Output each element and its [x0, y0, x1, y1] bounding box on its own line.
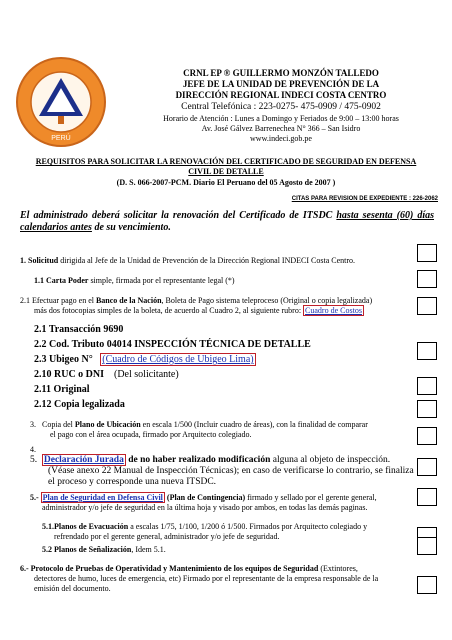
plan-seguridad-link[interactable]: Plan de Seguridad en Defensa Civil [42, 493, 163, 502]
item-declaracion-jurada: 5. Declaración Jurada de no haber realizado modificación alguna al objeto de inspección. (Véase anexo 22 Manual de Inspección Técnicas); en caso de verificarse lo contrario, se finaliza el proceso y corresponde una nueva ITSDC. [30, 455, 414, 487]
check-box-protocolo[interactable] [417, 576, 437, 594]
check-box-ubigeo[interactable] [417, 342, 437, 360]
check-box-solicitud[interactable] [417, 244, 437, 262]
declaracion-jurada-link[interactable]: Declaración Jurada [43, 455, 124, 465]
field-copia: 2.12 Copia legalizada [34, 399, 125, 410]
item-planos-evacuacion: 5.1.Planos de Evacuación a escalas 1/75, 1/100, 1/200 ó 1/500. Firmados por Arquitecto colegiado y refrendado por el gerente general, administrador y/o jefe de seguridad. [42, 522, 368, 541]
field-ubigeo: 2.3 Ubigeo N° (Cuadro de Códigos de Ubigeo Lima) [34, 354, 254, 365]
title-line1: REQUISITOS PARA SOLICITAR LA RENOVACIÓN DEL CERTIFICADO DE SEGURIDAD EN DEFENSA [35, 157, 417, 166]
cuadro-costos-link[interactable]: Cuadro de Costos [305, 306, 362, 315]
check-box-declaracion[interactable] [417, 458, 437, 476]
field-ruc-dni: 2.10 RUC o DNI (Del solicitante) [34, 369, 179, 380]
ubigeo-link[interactable]: (Cuadro de Códigos de Ubigeo Lima) [102, 354, 254, 365]
title-line2: CIVIL DE DETALLE [188, 167, 264, 176]
header-web: www.indeci.gob.pe [250, 134, 312, 143]
citas-label: CITAS PARA REVISION DE EXPEDIENTE : 226-2062 [291, 196, 438, 202]
header-hours: Horario de Atención : Lunes a Domingo y Feriados de 9:00 – 13:00 horas [163, 114, 399, 123]
check-box-pago[interactable] [417, 297, 437, 315]
item-planos-senalizacion: 5.2 Planos de Señalización, Idem 5.1. [42, 545, 166, 554]
indeci-logo [15, 56, 107, 148]
check-box-senalizacion[interactable] [417, 537, 437, 555]
item-plano-ubicacion: 3. Copia del Plano de Ubicación en escala 1/500 (Incluir cuadro de áreas), con la finalidad de comparar el pago con el área ocupada, firmado por Arquitecto colegiado. [30, 420, 368, 439]
check-box-carta-poder[interactable] [417, 270, 437, 288]
check-box-copia[interactable] [417, 400, 437, 418]
item-4-number: 4. [30, 445, 36, 454]
item-carta-poder: 1.1 Carta Poder simple, firmada por el representante legal (*) [34, 276, 235, 285]
header-address: Av. José Gálvez Barrenechea N° 366 – San Isidro [201, 124, 361, 133]
check-box-fields[interactable] [417, 377, 437, 395]
pago-fields [34, 322, 311, 412]
check-box-plano[interactable] [417, 427, 437, 445]
field-transaccion: 2.1 Transacción 9690 [34, 324, 124, 335]
header-phones: Central Telefónica : 223-0275- 475-0909 / 475-0902 [181, 102, 381, 112]
title-line3: (D. S. 066-2007-PCM. Diario El Peruano del 05 Agosto de 2007 ) [116, 178, 336, 187]
field-original: 2.11 Original [34, 384, 90, 395]
logo-bottom-text: PERÚ [51, 135, 71, 142]
item-solicitud: 1. Solicitud dirigida al Jefe de la Unidad de Prevención de la Dirección Regional INDECI Costa Centro. [20, 256, 356, 265]
field-cod-tributo: 2.2 Cod. Tributo 04014 INSPECCIÓN TÉCNICA DE DETALLE [34, 339, 311, 350]
item-pago: 2.1 Efectuar pago en el Banco de la Nación, Boleta de Pago sistema teleproceso (Original o copia legalizada) más dos fotocopias simples de la boleta, de acuerdo al Cuadro 2, al siguiente rubro: Cuadro de Costos [20, 296, 373, 315]
header-line1: CRNL EP ® GUILLERMO MONZÓN TALLEDO [183, 68, 379, 78]
intro-paragraph: El administrado deberá solicitar la renovación del Certificado de ITSDC hasta sesenta (60) días calendarios antes de su vencimiento. [20, 210, 435, 233]
check-box-plan-seguridad[interactable] [417, 488, 437, 506]
item-protocolo: 6.- Protocolo de Pruebas de Operatividad y Mantenimiento de los equipos de Seguridad (Extintores, detectores de humo, luces de emergencia, etc) Firmado por el representante de la empresa responsable de la emisión del documento. [20, 564, 379, 593]
header-line2: JEFE DE LA UNIDAD DE PREVENCIÓN DE LA [182, 79, 380, 89]
item-plan-seguridad: 5.- Plan de Seguridad en Defensa Civil (Plan de Contingencia) firmado y sellado por el gerente general, administrador y/o jefe de seguridad en la última hoja y visado por ambos, en todas las demás paginas. [30, 493, 377, 512]
header-line3: DIRECCIÓN REGIONAL INDECI COSTA CENTRO [175, 90, 387, 100]
